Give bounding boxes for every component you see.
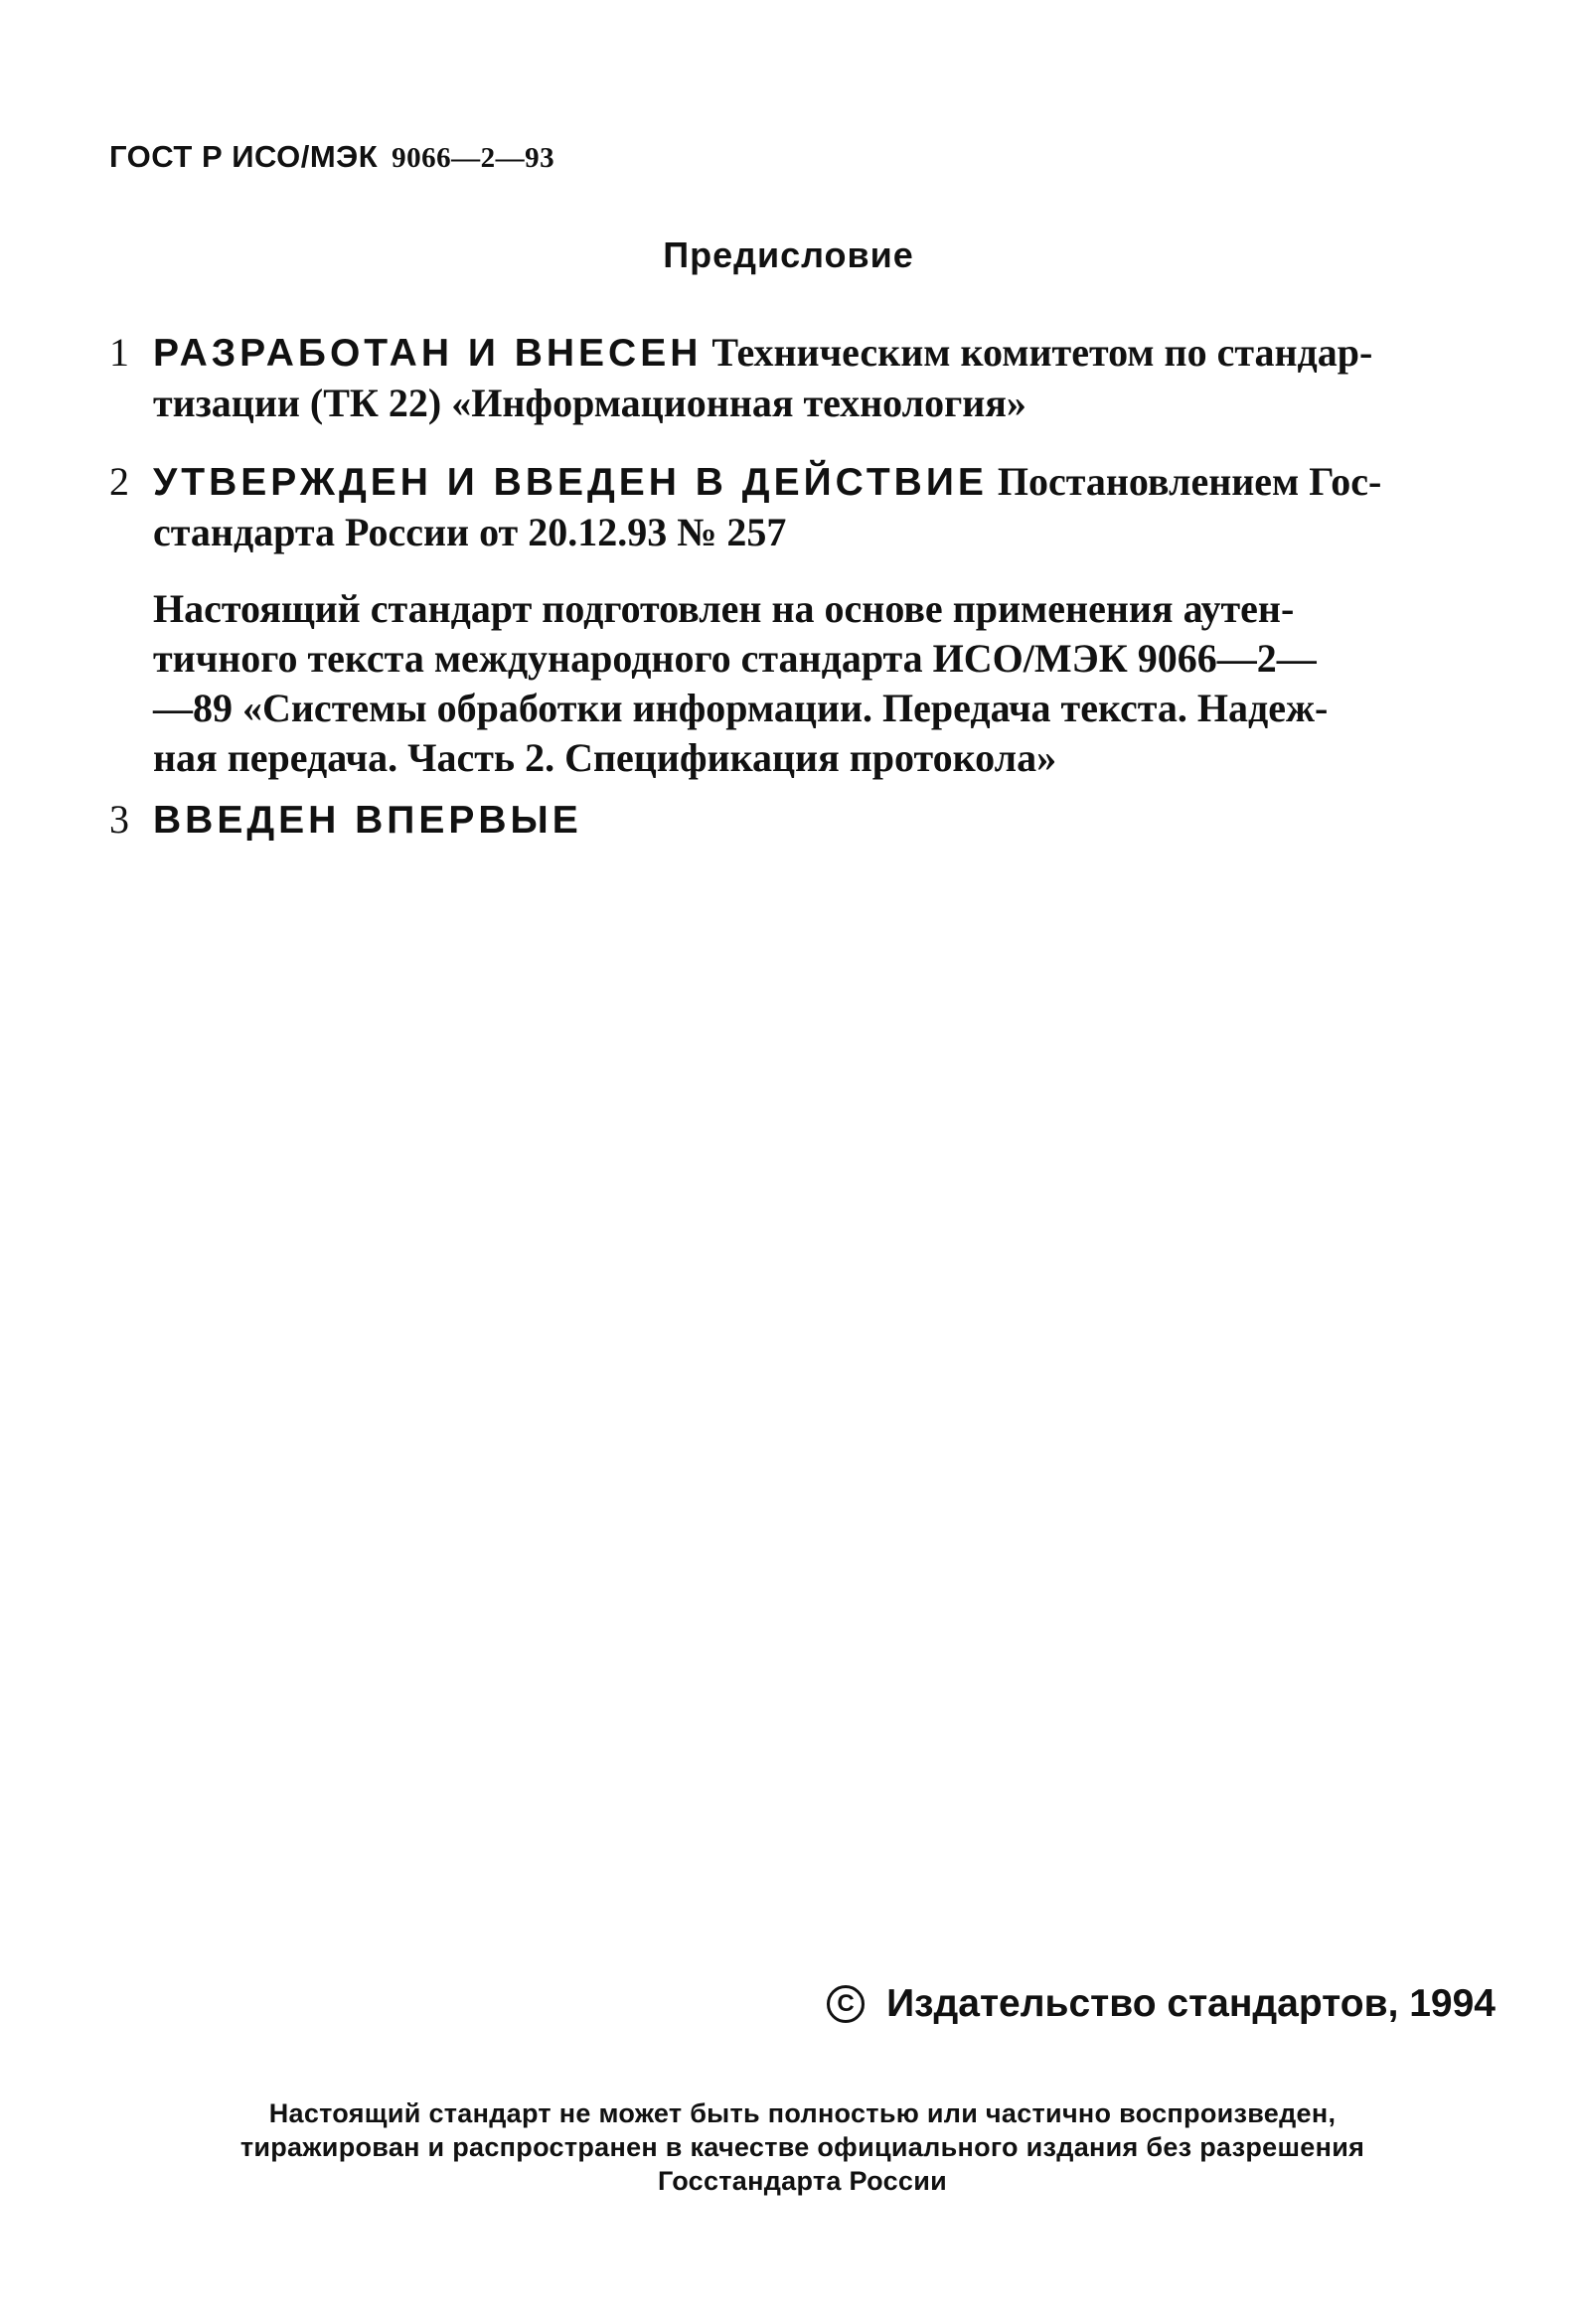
legal-line: тиражирован и распространен в качестве официального издания без разрешения	[239, 2132, 1365, 2162]
item-text: Техническим комитетом по стандар-	[702, 330, 1373, 375]
copyright-notice	[827, 1982, 1496, 2026]
note-line: тичного текста международного стандарта ИСО/МЭК 9066—2—	[153, 636, 1317, 681]
legal-notice	[109, 2096, 1496, 2198]
item-text-continuation: тизации (ТК 22) «Информационная технология»	[153, 381, 1026, 425]
item-caps: РАЗРАБОТАН И ВНЕСЕН	[153, 332, 703, 375]
copyright-icon: C	[827, 1985, 865, 2023]
foreword-item-1	[109, 328, 1496, 428]
document-code-prefix: ГОСТ Р ИСО/МЭК	[109, 139, 379, 174]
foreword-item-2	[109, 457, 1496, 557]
copyright-text: Издательство стандартов, 1994	[886, 1982, 1496, 2025]
item-text-continuation: стандарта России от 20.12.93 № 257	[153, 510, 787, 554]
legal-line: Госстандарта России	[657, 2166, 948, 2196]
note-line: —89 «Системы обработки информации. Передача текста. Надеж-	[153, 686, 1329, 730]
note-line: ная передача. Часть 2. Спецификация протокола»	[153, 735, 1057, 780]
item-caps: ВВЕДЕН ВПЕРВЫЕ	[153, 799, 582, 842]
foreword-note	[153, 584, 1496, 783]
item-caps: УТВЕРЖДЕН И ВВЕДЕН В ДЕЙСТВИЕ	[153, 461, 988, 504]
page-title: Предисловие	[663, 234, 914, 275]
foreword-item-3	[109, 795, 1496, 846]
note-line: Настоящий стандарт подготовлен на основе применения аутен-	[153, 586, 1295, 631]
item-text: Постановлением Гос-	[987, 459, 1382, 504]
item-number: 1	[109, 330, 129, 375]
legal-line: Настоящий стандарт не может быть полностью или частично воспроизведен,	[268, 2098, 1337, 2128]
document-number: 9066—2—93	[392, 142, 555, 174]
document-code	[109, 139, 554, 175]
item-number: 2	[109, 459, 129, 504]
item-number: 3	[109, 797, 129, 842]
